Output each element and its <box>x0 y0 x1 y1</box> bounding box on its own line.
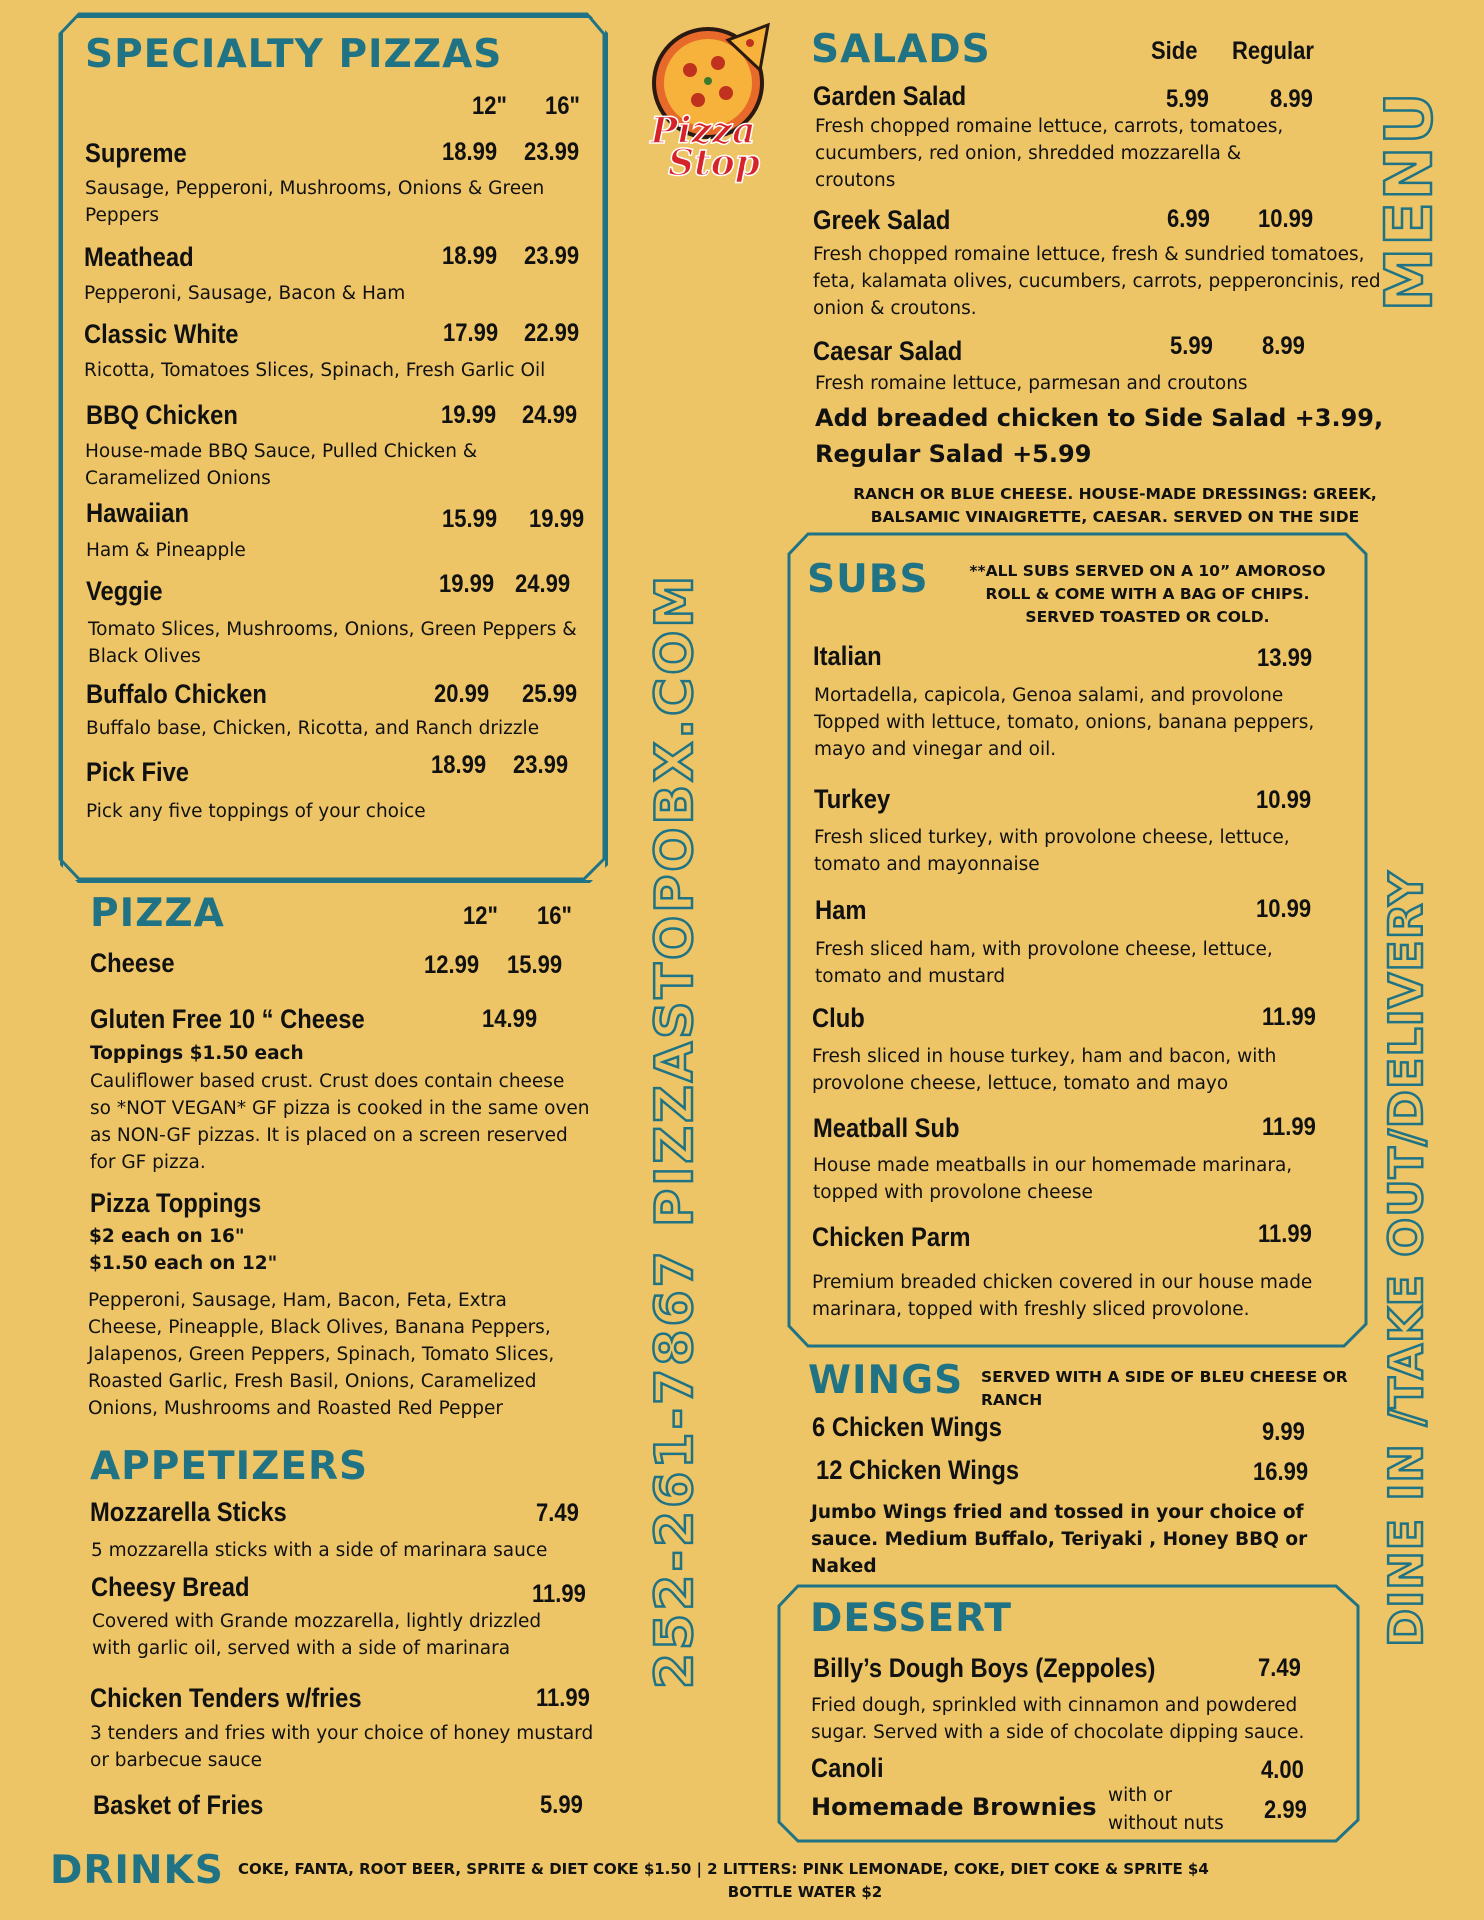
drinks-line-2: BOTTLE WATER $2 <box>727 1883 883 1901</box>
specialty-item-name: Veggie <box>86 576 163 606</box>
pizza-toppings-price-16: $2 each on 16" <box>89 1226 245 1247</box>
drinks-line-1: COKE, FANTA, ROOT BEER, SPRITE & DIET COKE $1.50 | 2 LITTERS: PINK LEMONADE, COKE, DIET COKE & SPRITE $4 <box>238 1860 1209 1878</box>
wings-desc: Jumbo Wings fried and tossed in your choice of sauce. Medium Buffalo, Teriyaki , Honey BBQ or Naked <box>811 1502 1308 1577</box>
pizza-cheese-price-16: 15.99 <box>507 951 563 979</box>
pizza-size-12: 12" <box>463 902 498 930</box>
salad-dressings: RANCH OR BLUE CHEESE. HOUSE-MADE DRESSINGS: GREEK, BALSAMIC VINAIGRETTE, CAESAR. SERVED ON THE SIDE <box>853 485 1377 526</box>
sub-desc: Fresh sliced in house turkey, ham and bacon, with provolone cheese, lettuce, tomato and mayo <box>812 1046 1277 1094</box>
appetizer-desc: Covered with Grande mozzarella, lightly drizzled with garlic oil, served with a side of marinara <box>92 1611 542 1659</box>
salad-price-side: 5.99 <box>1170 332 1213 360</box>
appetizer-price: 11.99 <box>536 1684 590 1712</box>
appetizer-price: 7.49 <box>536 1499 579 1527</box>
wings-item-name: 12 Chicken Wings <box>816 1455 1020 1485</box>
sub-desc: Fresh sliced turkey, with provolone cheese, lettuce, tomato and mayonnaise <box>814 827 1290 875</box>
dessert-zeppoles-desc: Fried dough, sprinkled with cinnamon and powdered sugar. Served with a side of chocolate dipping sauce. <box>811 1695 1305 1743</box>
dessert-zeppoles-price: 7.49 <box>1258 1654 1301 1682</box>
pizza-cheese-price-12: 12.99 <box>424 951 480 979</box>
appetizer-price: 5.99 <box>540 1791 583 1819</box>
dessert-brownies-note-1: with or <box>1108 1785 1173 1806</box>
sub-price: 13.99 <box>1257 644 1313 672</box>
sub-desc: Premium breaded chicken covered in our house made marinara, topped with freshly sliced provolone. <box>812 1272 1313 1320</box>
specialty-item-price-16: 24.99 <box>522 401 578 429</box>
pizza-title: PIZZA <box>90 891 225 936</box>
specialty-item-name: Classic White <box>84 319 239 349</box>
pizza-gf-toppings: Toppings $1.50 each <box>90 1043 304 1064</box>
dessert-title: DESSERT <box>810 1596 1012 1641</box>
specialty-item-desc: House-made BBQ Sauce, Pulled Chicken & Caramelized Onions <box>85 441 478 489</box>
sub-name: Ham <box>815 895 867 925</box>
sub-price: 11.99 <box>1262 1113 1316 1141</box>
subs-title: SUBS <box>807 557 929 602</box>
sub-price: 10.99 <box>1256 895 1312 923</box>
logo-line-1: Pizza <box>650 110 756 152</box>
sub-desc: Mortadella, capicola, Genoa salami, and provolone Topped with lettuce, tomato, onions, banana peppers, mayo and vinegar and oil. <box>814 685 1315 760</box>
salad-price-regular: 10.99 <box>1258 205 1314 233</box>
pizza-gf-price: 14.99 <box>482 1005 538 1033</box>
pizza-gf-name: Gluten Free 10 “ Cheese <box>90 1004 365 1034</box>
specialty-item-desc: Pick any five toppings of your choice <box>86 801 426 822</box>
specialty-item-price-16: 25.99 <box>522 680 578 708</box>
sub-name: Turkey <box>814 784 891 814</box>
pizza-stop-logo <box>628 15 778 200</box>
dessert-brownies-price: 2.99 <box>1264 1796 1307 1824</box>
wings-note: SERVED WITH A SIDE OF BLEU CHEESE OR RANCH <box>981 1368 1348 1409</box>
sub-name: Italian <box>813 641 882 671</box>
specialty-item-price-12: 15.99 <box>442 505 498 533</box>
sub-price: 11.99 <box>1262 1003 1316 1031</box>
specialty-item-price-12: 18.99 <box>431 751 487 779</box>
specialty-item-name: Buffalo Chicken <box>86 679 267 709</box>
appetizer-price: 11.99 <box>532 1580 586 1608</box>
appetizer-name: Chicken Tenders w/fries <box>90 1683 362 1713</box>
salads-title: SALADS <box>811 27 991 72</box>
menu-vertical: MENU <box>1373 90 1447 312</box>
specialty-item-desc: Ham & Pineapple <box>86 540 246 561</box>
pizza-cheese-name: Cheese <box>90 948 175 978</box>
specialty-item-desc: Ricotta, Tomatoes Slices, Spinach, Fresh Garlic Oil <box>84 360 546 381</box>
specialty-item-price-12: 18.99 <box>442 138 498 166</box>
wings-title: WINGS <box>808 1358 964 1403</box>
salad-name: Caesar Salad <box>813 336 963 366</box>
salad-price-side: 5.99 <box>1166 85 1209 113</box>
salad-desc: Fresh chopped romaine lettuce, carrots, tomatoes, cucumbers, red onion, shredded mozzarella & croutons <box>815 116 1284 191</box>
logo-line-2: Stop <box>668 142 760 184</box>
appetizer-name: Basket of Fries <box>93 1790 264 1820</box>
salad-desc: Fresh romaine lettuce, parmesan and croutons <box>815 373 1248 394</box>
salad-price-regular: 8.99 <box>1262 332 1305 360</box>
specialty-item-name: Hawaiian <box>86 498 190 528</box>
salads-col-side: Side <box>1151 37 1198 65</box>
specialty-item-name: Meathead <box>84 242 194 272</box>
sub-desc: Fresh sliced ham, with provolone cheese, lettuce, tomato and mustard <box>815 939 1273 987</box>
sub-price: 10.99 <box>1256 786 1312 814</box>
specialty-item-price-12: 19.99 <box>441 401 497 429</box>
dessert-brownies-name: Homemade Brownies <box>811 1793 1097 1821</box>
specialty-item-price-12: 17.99 <box>443 319 499 347</box>
subs-note: **ALL SUBS SERVED ON A 10” AMOROSO ROLL & COME WITH A BAG OF CHIPS. SERVED TOASTED OR COLD. <box>969 562 1326 626</box>
sub-price: 11.99 <box>1258 1220 1312 1248</box>
salad-price-side: 6.99 <box>1167 205 1210 233</box>
salad-name: Greek Salad <box>813 205 951 235</box>
dessert-canoli-name: Canoli <box>811 1753 884 1783</box>
salad-price-regular: 8.99 <box>1270 85 1313 113</box>
salads-col-regular: Regular <box>1232 37 1314 65</box>
specialty-item-price-12: 18.99 <box>442 242 498 270</box>
specialty-item-name: Supreme <box>85 138 187 168</box>
specialty-item-price-16: 23.99 <box>513 751 569 779</box>
drinks-title: DRINKS <box>50 1848 224 1893</box>
specialty-item-desc: Tomato Slices, Mushrooms, Onions, Green Peppers & Black Olives <box>88 619 577 667</box>
sub-name: Club <box>812 1003 865 1033</box>
salad-name: Garden Salad <box>813 81 967 111</box>
appetizer-name: Mozzarella Sticks <box>90 1497 287 1527</box>
specialty-size-12: 12" <box>472 92 507 120</box>
appetizer-desc: 5 mozzarella sticks with a side of marinara sauce <box>91 1540 548 1561</box>
pizza-size-16: 16" <box>537 902 572 930</box>
appetizer-name: Cheesy Bread <box>91 1572 250 1602</box>
specialty-item-desc: Sausage, Pepperoni, Mushrooms, Onions & Green Peppers <box>85 178 545 226</box>
pizza-toppings-price-12: $1.50 each on 12" <box>89 1253 278 1274</box>
specialty-item-name: Pick Five <box>86 757 190 787</box>
specialty-item-price-16: 19.99 <box>529 505 585 533</box>
specialty-item-price-16: 24.99 <box>515 570 571 598</box>
specialty-item-price-16: 22.99 <box>524 319 580 347</box>
dessert-brownies-note-2: without nuts <box>1108 1813 1224 1834</box>
salad-addon: Add breaded chicken to Side Salad +3.99, Regular Salad +5.99 <box>815 404 1384 468</box>
pizza-toppings-name: Pizza Toppings <box>90 1188 262 1218</box>
salad-desc: Fresh chopped romaine lettuce, fresh & sundried tomatoes, feta, kalamata olives, cucumbers, carrots, pepperoncinis, red onion & croutons. <box>813 244 1381 319</box>
appetizers-title: APPETIZERS <box>90 1444 369 1489</box>
pizza-toppings-desc: Pepperoni, Sausage, Ham, Bacon, Feta, Extra Cheese, Pineapple, Black Olives, Banana Peppers, Jalapenos, Green Peppers, Spinach, Tomato Slices, Roasted Garlic, Fresh Basil, Onions, Caramelized Onions, Mushrooms and Roasted Red Pepper <box>88 1290 555 1419</box>
sub-name: Chicken Parm <box>812 1222 971 1252</box>
pizza-gf-desc: Cauliflower based crust. Crust does contain cheese so *NOT VEGAN* GF pizza is cooked in the same oven as NON-GF pizzas. It is placed on a screen reserved for GF pizza. <box>90 1071 590 1173</box>
service-options-vertical: DINE IN /TAKE OUT/DELIVERY <box>1379 870 1433 1648</box>
specialty-item-price-12: 20.99 <box>434 680 490 708</box>
sub-desc: House made meatballs in our homemade marinara, topped with provolone cheese <box>813 1155 1293 1203</box>
appetizer-desc: 3 tenders and fries with your choice of honey mustard or barbecue sauce <box>90 1723 594 1771</box>
sub-name: Meatball Sub <box>813 1113 960 1143</box>
wings-item-price: 9.99 <box>1262 1418 1305 1446</box>
wings-item-price: 16.99 <box>1253 1458 1309 1486</box>
specialty-item-price-16: 23.99 <box>524 242 580 270</box>
wings-item-name: 6 Chicken Wings <box>812 1412 1002 1442</box>
specialty-item-price-16: 23.99 <box>524 138 580 166</box>
specialty-item-desc: Pepperoni, Sausage, Bacon & Ham <box>84 283 406 304</box>
dessert-zeppoles-name: Billy’s Dough Boys (Zeppoles) <box>813 1653 1156 1683</box>
specialty-item-price-12: 19.99 <box>439 570 495 598</box>
specialty-item-desc: Buffalo base, Chicken, Ricotta, and Ranch drizzle <box>86 718 540 739</box>
specialty-title: SPECIALTY PIZZAS <box>85 32 503 77</box>
specialty-item-name: BBQ Chicken <box>86 400 238 430</box>
dessert-canoli-price: 4.00 <box>1261 1756 1304 1784</box>
specialty-size-16: 16" <box>545 92 580 120</box>
phone-website-vertical: 252-261-7867 PIZZASTOPOBX.COM <box>645 572 705 1690</box>
